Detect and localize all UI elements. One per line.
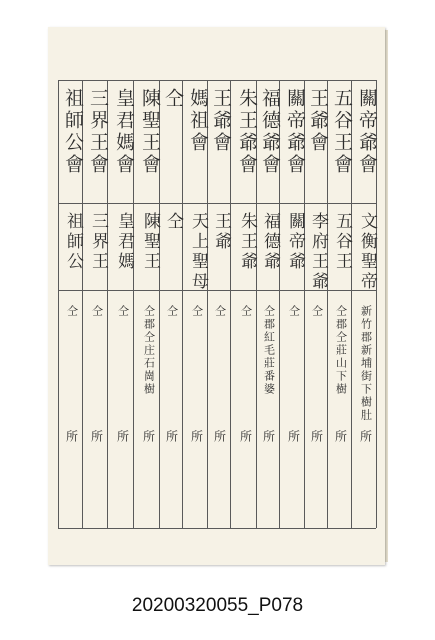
column-6-marker: 所 — [238, 430, 253, 443]
column-7-addr: 仝 — [213, 305, 227, 318]
column-3-deity: 李府王爺 — [308, 212, 328, 292]
column-9-marker: 所 — [164, 430, 179, 443]
row-rule — [58, 203, 376, 204]
column-4-deity: 關帝爺 — [285, 212, 305, 272]
column-6-addr: 仝 — [239, 305, 253, 318]
column-rule — [58, 80, 59, 528]
column-10-marker: 所 — [141, 430, 156, 443]
column-7-name: 王爺會 — [210, 88, 232, 154]
column-8-marker: 所 — [189, 430, 204, 443]
column-2-deity: 五谷王 — [332, 212, 352, 272]
row-rule — [58, 80, 376, 81]
column-2-addr: 仝郡仝莊山下樹 — [334, 305, 348, 396]
column-10-addr: 仝郡仝庄石崗樹 — [142, 305, 156, 396]
column-10-deity: 陳聖王 — [140, 212, 160, 272]
column-4-name: 關帝爺會 — [284, 88, 306, 176]
column-11-addr: 仝 — [116, 305, 130, 318]
column-9-name: 仝 — [162, 88, 184, 110]
column-11-name: 皇君媽會 — [113, 88, 135, 176]
column-1-addr: 新竹郡新埔街下樹肚 — [359, 305, 373, 422]
column-13-name: 祖師公會 — [62, 88, 84, 176]
column-12-name: 三界王會 — [87, 88, 109, 176]
column-3-addr: 仝 — [310, 305, 324, 318]
column-13-addr: 仝 — [65, 305, 79, 318]
row-rule — [58, 528, 376, 529]
column-6-name: 朱王爺會 — [236, 88, 258, 176]
column-7-marker: 所 — [212, 430, 227, 443]
column-6-deity: 朱王爺 — [237, 212, 257, 272]
column-7-deity: 王爺 — [211, 212, 231, 252]
column-1-marker: 所 — [358, 430, 373, 443]
column-13-deity: 祖師公 — [63, 212, 83, 272]
column-rule — [182, 80, 183, 528]
column-12-addr: 仝 — [90, 305, 104, 318]
column-11-marker: 所 — [115, 430, 130, 443]
column-8-name: 媽祖會 — [187, 88, 209, 154]
column-9-addr: 仝 — [165, 305, 179, 318]
column-5-deity: 福德爺 — [260, 212, 280, 272]
column-5-name: 福德爺會 — [259, 88, 281, 176]
column-10-name: 陳聖王會 — [139, 88, 161, 176]
column-8-addr: 仝 — [190, 305, 204, 318]
column-4-addr: 仝 — [287, 305, 301, 318]
column-3-name: 王爺會 — [307, 88, 329, 154]
column-3-marker: 所 — [309, 430, 324, 443]
image-caption: 20200320055_P078 — [131, 595, 304, 616]
column-1-deity: 文衡聖帝 — [357, 212, 377, 292]
column-9-deity: 仝 — [163, 212, 183, 232]
column-12-deity: 三界王 — [88, 212, 108, 272]
column-11-deity: 皇君媽 — [114, 212, 134, 272]
column-2-marker: 所 — [333, 430, 348, 443]
column-12-marker: 所 — [89, 430, 104, 443]
column-13-marker: 所 — [64, 430, 79, 443]
column-1-name: 關帝爺會 — [356, 88, 378, 176]
column-5-addr: 仝郡紅毛莊番婆 — [262, 305, 276, 396]
column-2-name: 五谷王會 — [331, 88, 353, 176]
page-edge — [385, 30, 388, 562]
column-4-marker: 所 — [286, 430, 301, 443]
column-8-deity: 天上聖母 — [188, 212, 208, 292]
column-5-marker: 所 — [261, 430, 276, 443]
